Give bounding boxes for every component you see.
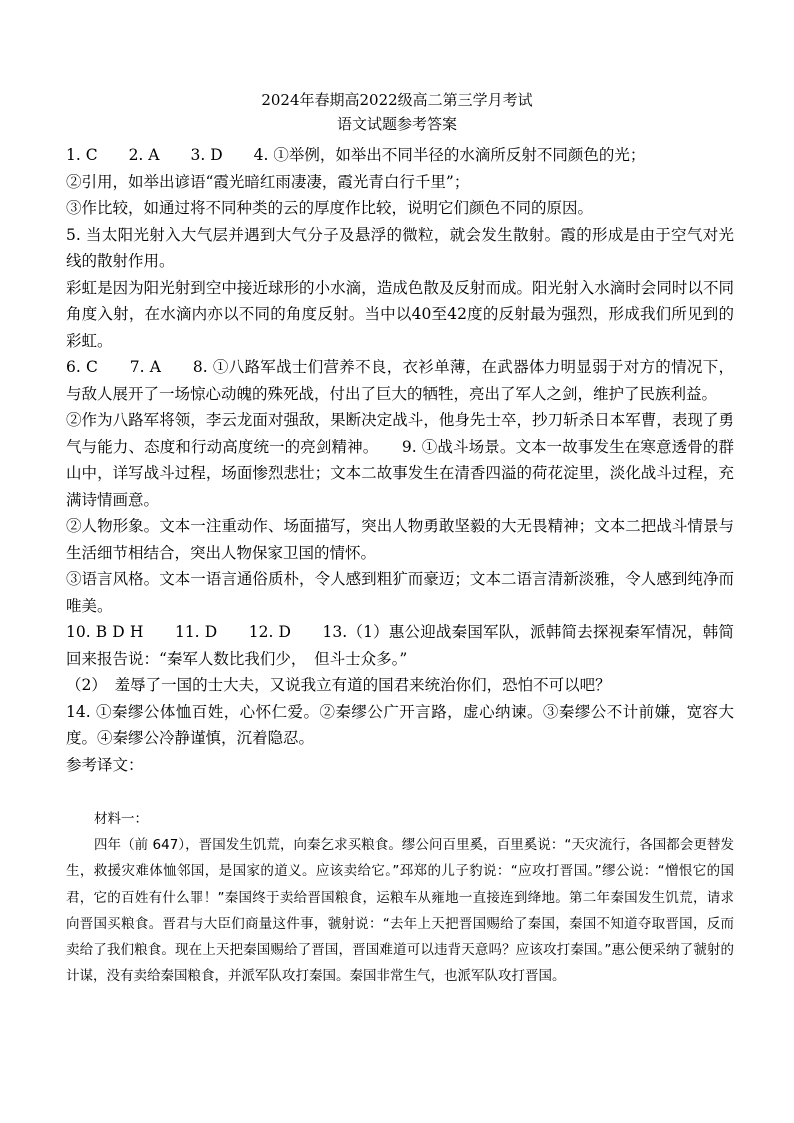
answer-line-4-2: ②引用，如举出谚语“霞光暗红雨凄凄，霞光青白行千里”； bbox=[66, 172, 470, 191]
translation-label: 参考译文： bbox=[66, 755, 144, 774]
answer-line-4-3: ③作比较，如通过将不同种类的云的厚度作比较，说明它们颜色不同的原因。 bbox=[66, 199, 594, 217]
translation-section bbox=[66, 806, 734, 989]
answer-9-2: ②人物形象。文本一注重动作、场面描写，突出人物勇敢坚毅的大无畏精神；文本二把战斗情景与生活细节相结合，突出人物保家卫国的情怀。 bbox=[66, 517, 734, 562]
answer-section bbox=[66, 142, 734, 778]
answer-14: 14. ①秦缪公体恤百姓，心怀仁爱。②秦缪公广开言路，虚心纳谏。③秦缪公不计前嫌，宽容大度。④秦缪公冷静谨慎，沉着隐忍。 bbox=[66, 702, 734, 747]
answer-5-part1: 5. 当太阳光射入大气层并遇到大气分子及悬浮的微粒，就会发生散射。霞的形成是由于空气对光线的散射作用。 bbox=[66, 225, 734, 270]
translation-paragraph: 四年（前 647），晋国发生饥荒，向秦乞求买粮食。缪公问百里奚，百里奚说：“天灾流行，各国都会更替发生，救援灾难体恤邻国，是国家的道义。应该卖给它。”邳郑的儿子豹说：“应攻打晋国。”缪公说：“憎恨它的国君，它的百姓有什么罪！”秦国终于卖给晋国粮食，运粮车从雍地一直接连到绛地。第二年秦国发生饥荒，请求向晋国买粮食。晋君与大臣们商量这件事，虢射说：“去年上天把晋国赐给了秦国，秦国不知道夺取晋国，反而卖给了我们粮食。现在上天把秦国赐给了晋国，晋国难道可以违背天意吗？应该攻打秦国。”惠公便采纳了虢射的计谋，没有卖给秦国粮食，并派军队攻打秦国。秦国非常生气，也派军队攻打晋国。 bbox=[66, 837, 734, 985]
answer-6-8: 6. C 7. A 8. ①八路军战士们营养不良，衣衫单薄，在武器体力明显弱于对方的情况下，与敌人展开了一场惊心动魄的殊死战，付出了巨大的牺牲，亮出了军人之剑，维护了民族利益。 bbox=[66, 358, 734, 403]
exam-title: 2024年春期高2022级高二第三学月考试 bbox=[261, 91, 533, 109]
material-heading: 材料一： bbox=[94, 811, 148, 827]
answer-10-13: 10. B D H 11. D 12. D 13.（1）惠公迎战秦国军队，派韩简去探视秦军情况，韩简回来报告说：“秦军人数比我们少， 但斗士众多。” bbox=[66, 623, 734, 668]
answer-5-part2: 彩虹是因为阳光射到空中接近球形的小水滴，造成色散及反射而成。阳光射入水滴时会同时以不同角度入射，在水滴内亦以不同的角度反射。当中以40至42度的反射最为强烈，形成我们所见到的彩虹。 bbox=[66, 278, 734, 350]
exam-subtitle: 语文试题参考答案 bbox=[336, 115, 457, 133]
answer-line-1-4: 1. C 2. A 3. D 4. ①举例，如举出不同半径的水滴所反射不同颜色的光； bbox=[66, 146, 646, 164]
answer-8-9: ②作为八路军将领，李云龙面对强敌，果断决定战斗，他身先士卒，抄刀斩杀日本军曹，表现了勇气与能力、态度和行动高度统一的亮剑精神。 9. ①战斗场景。文本一故事发生在寒意透骨的群山中，详写战斗过程，场面惨烈悲壮；文本二故事发生在清香四溢的荷花淀里，淡化战斗过程，充满诗情画意。 bbox=[66, 411, 734, 509]
answer-13-2: （2） 羞辱了一国的士大夫，又说我立有道的国君来统治你们，恐怕不可以吧？ bbox=[66, 676, 611, 694]
answer-9-3: ③语言风格。文本一语言通俗质朴，令人感到粗犷而豪迈；文本二语言清新淡雅，令人感到纯净而唯美。 bbox=[66, 570, 734, 615]
